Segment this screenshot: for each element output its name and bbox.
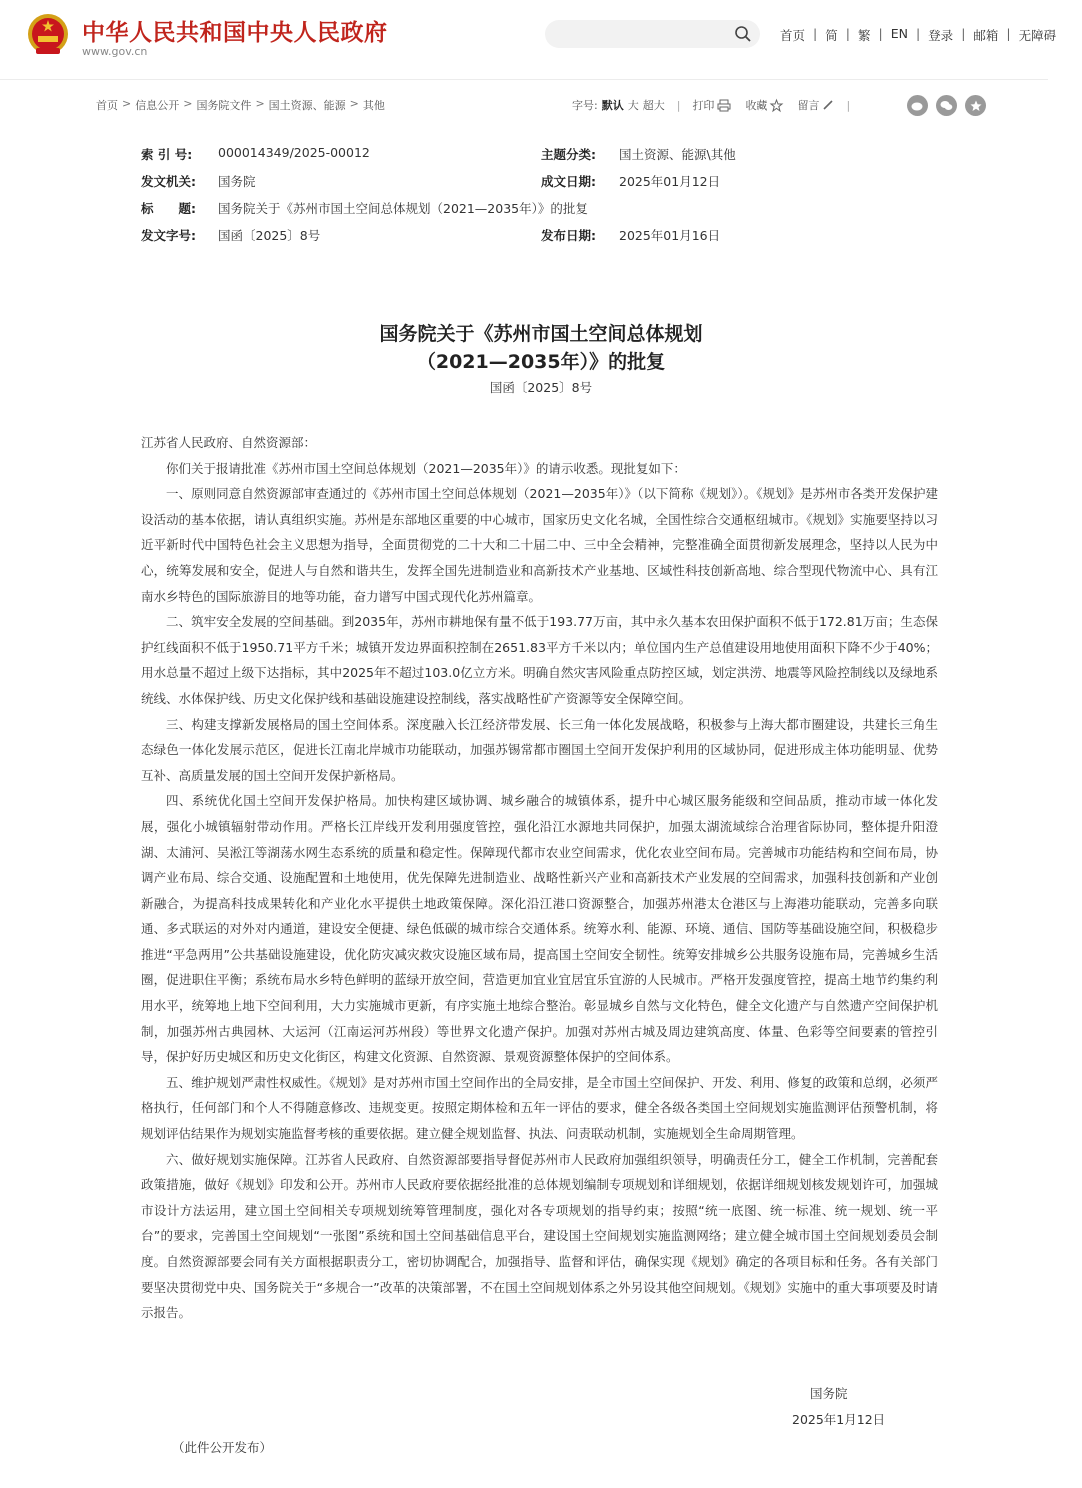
font-size-label: 字号: [572, 99, 598, 112]
paragraph: 六、做好规划实施保障。江苏省人民政府、自然资源部要指导督促苏州市人民政府加强组织领导，明确责任分工，健全工作机制，完善配套政策措施，做好《规划》印发和公开。苏州市人民政府要依据经批准的总体规划编制专项规划和详细规划，依据详细规划核发规划许可，加强城市设计方法运用，建立国土空间相关专项规划统筹管理制度，强化对各专项规划的指导约束；按照“统一底图、统一标准、统一规划、统一平台”的要求，完善国土空间规划“一张图”系统和国土空间基础信息平台，建设国土空间规划实施监测网络；建立健全城市国土空间规划委员会制度。自然资源部要会同有关方面根据职责分工，密切协调配合，加强指导、监督和评估，确保实现《规划》确定的各项目标和任务。各有关部门要坚决贯彻党中央、国务院关于“多规合一”改革的决策部署，不在国土空间规划体系之外另设其他空间规划。《规划》实施中的重大事项要及时请示报告。 [141, 1151, 938, 1321]
created-date-label: 成文日期: [541, 174, 596, 189]
top-header [0, 0, 1057, 80]
paragraph: 三、构建支撑新发展格局的国土空间体系。深度融入长江经济带发展、长三角一体化发展战略，积极参与上海大都市圈建设，共建长三角生态绿色一体化发展示范区，促进长江南北岸城市功能联动，加强苏锡常都市圈国土空间开发保护利用的区域协同，促进形成主体功能明显、优势互补、高质量发展的国土空间开发保护新格局。 [141, 716, 938, 783]
nav-login[interactable]: 登录 [928, 28, 954, 43]
search-input[interactable] [559, 25, 719, 43]
nav-separator: | [878, 26, 883, 41]
top-nav [780, 26, 1056, 44]
subject-value: 国务院关于《苏州市国土空间总体规划（2021—2035年）》的批复 [218, 201, 588, 216]
nav-traditional[interactable]: 繁 [857, 28, 871, 43]
issuer-label: 发文机关: [141, 174, 196, 189]
font-size-xlarge[interactable]: 超大 [642, 99, 665, 112]
share-icons [907, 95, 986, 116]
doc-number-label: 发文字号: [141, 228, 196, 243]
document-meta [141, 145, 901, 253]
nav-separator: | [845, 26, 850, 41]
breadcrumb-state-council-docs[interactable]: 国务院文件 [196, 99, 252, 112]
category-label: 主题分类: [541, 147, 596, 162]
signature-date: 2025年1月12日 [792, 1412, 886, 1427]
search-icon[interactable] [734, 25, 752, 43]
document-body [141, 430, 938, 1326]
print-button[interactable]: 打印 [692, 99, 715, 112]
paragraph: 五、维护规划严肃性权威性。《规划》是对苏州市国土空间作出的全局安排，是全市国土空间保护、开发、利用、修复的政策和总纲，必须严格执行，任何部门和个人不得随意修改、违规变更。按照定期体检和五年一评估的要求，健全各级各类国土空间规划实施监测评估预警机制，将规划评估结果作为规划实施监督考核的重要依据。建立健全规划监督、执法、问责联动机制，实施规划全生命周期管理。 [141, 1074, 938, 1142]
nav-separator: | [1006, 26, 1011, 41]
print-icon[interactable] [717, 99, 731, 112]
issuer-value: 国务院 [218, 174, 256, 189]
nav-separator: | [915, 26, 921, 41]
index-label: 索 引 号: [141, 147, 193, 162]
created-date-value: 2025年01月12日 [619, 174, 721, 189]
search-box [545, 20, 760, 48]
signature-org: 国务院 [810, 1386, 848, 1401]
breadcrumb-other[interactable]: 其他 [362, 99, 385, 112]
document-title-line2: （2021—2035年）》的批复 [416, 351, 666, 373]
breadcrumb: 首页 > 信息公开 > 国务院文件 > 国土资源、能源 > 其他 [96, 97, 385, 112]
font-size-default[interactable]: 默认 [601, 99, 624, 112]
paragraph: 你们关于报请批准《苏州市国土空间总体规划（2021—2035年）》的请示收悉。现批复如下： [166, 460, 686, 476]
nav-english[interactable]: EN [890, 26, 908, 41]
publication-note: （此件公开发布） [172, 1440, 273, 1455]
paragraph: 四、系统优化国土空间开发保护格局。加快构建区域协调、城乡融合的城镇体系，提升中心城区服务能级和空间品质，推动市域一体化发展，强化小城镇辐射带动作用。严格长江岸线开发利用强度管控，强化沿江水源地共同保护，加强太湖流域综合治理省际协同，整体提升阳澄湖、太浦河、吴淞江等湖荡水网生态系统的质量和稳定性。保障现代都市农业空间需求，优化农业空间布局。完善城市功能结构和空间布局，协调产业布局、综合交通、设施配置和土地使用，优先保障先进制造业、战略性新兴产业和高新技术产业发展的空间需求，加强科技创新和产业创新融合，为提高科技成果转化和产业化水平提供土地政策保障。深化沿江港口资源整合，加强苏州港太仓港区与上海港功能联动，完善多向联通、多式联运的对外对内通道，建设安全便捷、绿色低碳的城市综合交通体系。统筹水利、能源、环境、通信、国防等基础设施空间，积极稳步推进“平急两用”公共基础设施建设，优化防灾减灾救灾设施区域布局，提高国土空间安全韧性。统筹安排城乡公共服务设施布局，完善城乡生活圈，促进职住平衡；系统布局水乡特色鲜明的蓝绿开放空间，营造更加宜业宜居宜乐宜游的人民城市。严格开发强度管控，提高土地节约集约利用水平，统筹地上地下空间利用，大力实施城市更新，有序实施土地综合整治。彰显城乡自然与文化特色，健全文化遗产与自然遗产空间保护机制，加强苏州古典园林、大运河（江南运河苏州段）等世界文化遗产保护。加强对苏州古城及周边建筑高度、体量、色彩等空间要素的管控引导，保护好历史城区和历史文化街区，构建文化资源、自然资源、景观资源整体保护的空间体系。 [141, 793, 938, 1065]
site-url[interactable]: www.gov.cn [82, 45, 148, 58]
breadcrumb-home[interactable]: 首页 [96, 99, 118, 112]
paragraph: 二、筑牢安全发展的空间基础。到2035年，苏州市耕地保有量不低于193.77万亩，其中永久基本农田保护面积不低于172.81万亩；生态保护红线面积不低于1950.71平方千米；城镇开发边界面积控制在2651.83平方千米以内；单位国内生产总值建设用地使用面积下降不少于40%；用水总量不超过上级下达指标，其中2025年不超过103.0亿立方米。明确自然灾害风险重点防控区域，划定洪涝、地震等风险控制线以及绿地系统线、水体保护线、历史文化保护线和基础设施建设控制线，落实战略性矿产资源等安全保障空间。 [141, 614, 938, 706]
nav-separator: | [813, 26, 818, 41]
document-number: 国函〔2025〕8号 [489, 380, 593, 395]
salutation: 江苏省人民政府、自然资源部： [141, 435, 317, 450]
doc-number-value: 国函〔2025〕8号 [218, 228, 321, 243]
national-emblem-icon[interactable] [26, 12, 70, 58]
wechat-icon[interactable] [936, 95, 957, 116]
breadcrumb-land-energy[interactable]: 国土资源、能源 [268, 99, 346, 112]
document-title [0, 320, 1082, 376]
nav-accessibility[interactable]: 无障碍 [1018, 28, 1057, 43]
index-value: 000014349/2025-00012 [218, 145, 370, 160]
document-title-line1: 国务院关于《苏州市国土空间总体规划 [379, 323, 703, 345]
breadcrumb-info[interactable]: 信息公开 [135, 99, 180, 112]
published-date-value: 2025年01月16日 [619, 228, 721, 243]
favorite-button[interactable]: 收藏 [745, 99, 768, 112]
nav-separator: | [961, 26, 966, 41]
nav-mail[interactable]: 邮箱 [973, 28, 999, 43]
qzone-icon[interactable] [965, 95, 986, 116]
site-title[interactable]: 中华人民共和国中央人民政府 [82, 20, 388, 46]
subject-label: 标 题: [141, 201, 196, 216]
category-value: 国土资源、能源\其他 [619, 147, 736, 162]
published-date-label: 发布日期: [541, 228, 596, 243]
weibo-icon[interactable] [907, 95, 928, 116]
font-size-large[interactable]: 大 [627, 99, 639, 112]
nav-home[interactable]: 首页 [780, 28, 806, 43]
comment-button[interactable]: 留言 [797, 99, 820, 112]
page-tools: 字号: 默认 大 超大 | 打印 收藏 留言 | [572, 98, 851, 112]
nav-simplified[interactable]: 简 [825, 28, 838, 43]
star-icon[interactable] [770, 99, 783, 112]
paragraph: 一、原则同意自然资源部审查通过的《苏州市国土空间总体规划（2021—2035年）》（以下简称《规划》）。《规划》是苏州市各类开发保护建设活动的基本依据，请认真组织实施。苏州是东部地区重要的中心城市，国家历史文化名城，全国性综合交通枢纽城市。《规划》实施要坚持以习近平新时代中国特色社会主义思想为指导，全面贯彻党的二十大和二十届二中、三中全会精神，完整准确全面贯彻新发展理念，坚持以人民为中心，统筹发展和安全，促进人与自然和谐共生，发挥全国先进制造业和高新技术产业基地、区域性科技创新高地、综合型现代物流中心、具有江南水乡特色的国际旅游目的地等功能，奋力谱写中国式现代化苏州篇章。 [141, 486, 938, 604]
pencil-icon[interactable] [822, 99, 834, 111]
